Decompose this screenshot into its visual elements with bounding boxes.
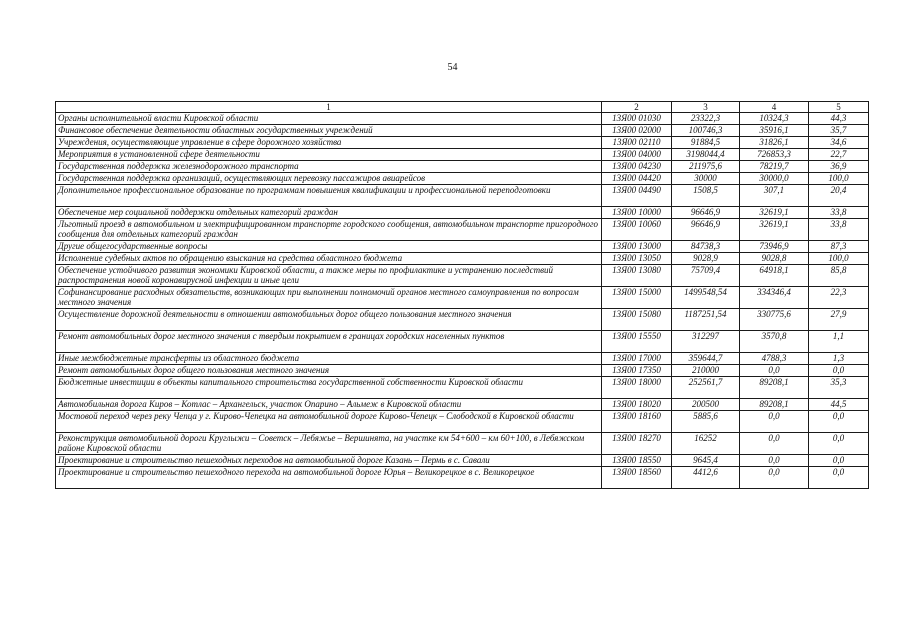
row-code: 13Я00 13000 <box>602 241 672 253</box>
row-code: 13Я00 18550 <box>602 455 672 467</box>
table-row <box>56 411 869 433</box>
row-col4: 3570,8 <box>740 331 809 353</box>
row-col4: 32619,1 <box>740 207 809 219</box>
row-col5: 1,1 <box>809 331 869 353</box>
row-name: Органы исполнительной власти Кировской области <box>56 113 602 125</box>
row-name: Мероприятия в установленной сфере деятельности <box>56 149 602 161</box>
row-col5: 33,8 <box>809 219 869 241</box>
row-col3: 1187251,54 <box>672 309 740 331</box>
row-col3: 1499548,54 <box>672 287 740 309</box>
row-code: 13Я00 15000 <box>602 287 672 309</box>
row-col5: 0,0 <box>809 411 869 433</box>
row-name: Реконструкция автомобильной дороги Круглыжи – Советск – Лебяжье – Вершинята, на участке км 54+600 – км 60+100, в Лебяжском районе Кировской области <box>56 433 602 455</box>
table-row <box>56 455 869 467</box>
row-name: Обеспечение устойчивого развития экономики Кировской области, а также меры по профилактике и устранению последствий распространения новой коронавирусной инфекции и иные цели <box>56 265 602 287</box>
row-col5: 0,0 <box>809 433 869 455</box>
table-row <box>56 365 869 377</box>
header-col-3: 3 <box>672 102 740 113</box>
row-col4: 35916,1 <box>740 125 809 137</box>
row-code: 13Я00 01030 <box>602 113 672 125</box>
row-col5: 1,3 <box>809 353 869 365</box>
row-col5: 0,0 <box>809 365 869 377</box>
row-col3: 16252 <box>672 433 740 455</box>
row-name: Государственная поддержка организаций, осуществляющих перевозку пассажиров авиарейсов <box>56 173 602 185</box>
table-row <box>56 353 869 365</box>
table-row <box>56 287 869 309</box>
row-col4: 31826,1 <box>740 137 809 149</box>
row-col5: 33,8 <box>809 207 869 219</box>
row-name: Бюджетные инвестиции в объекты капитального строительства государственной собственности Кировской области <box>56 377 602 399</box>
table-row <box>56 467 869 489</box>
row-col4: 73946,9 <box>740 241 809 253</box>
table-row <box>56 309 869 331</box>
row-code: 13Я00 04230 <box>602 161 672 173</box>
table-row <box>56 149 869 161</box>
header-col-1: 1 <box>56 102 602 113</box>
header-row <box>56 102 869 113</box>
row-col3: 1508,5 <box>672 185 740 207</box>
table-row <box>56 185 869 207</box>
row-name: Учреждения, осуществляющие управление в сфере дорожного хозяйства <box>56 137 602 149</box>
row-col3: 96646,9 <box>672 207 740 219</box>
row-col4: 10324,3 <box>740 113 809 125</box>
table-row <box>56 125 869 137</box>
row-code: 13Я00 15550 <box>602 331 672 353</box>
row-code: 13Я00 15080 <box>602 309 672 331</box>
table-row <box>56 173 869 185</box>
row-col5: 100,0 <box>809 173 869 185</box>
row-name: Ремонт автомобильных дорог общего пользования местного значения <box>56 365 602 377</box>
row-col4: 330775,6 <box>740 309 809 331</box>
row-col4: 0,0 <box>740 467 809 489</box>
table-row <box>56 137 869 149</box>
row-col4: 334346,4 <box>740 287 809 309</box>
row-name: Проектирование и строительство пешеходного перехода на автомобильной дороге Юрья – Великорецкое в с. Великорецкое <box>56 467 602 489</box>
row-col4: 32619,1 <box>740 219 809 241</box>
row-col3: 91884,5 <box>672 137 740 149</box>
row-name: Автомобильная дорога Киров – Котлас – Архангельск, участок Опарино – Альмеж в Кировской области <box>56 399 602 411</box>
row-name: Софинансирование расходных обязательств, возникающих при выполнении полномочий органов местного самоуправления по вопросам местного значения <box>56 287 602 309</box>
row-col3: 96646,9 <box>672 219 740 241</box>
table-row <box>56 207 869 219</box>
row-name: Дополнительное профессиональное образование по программам повышения квалификации и профессиональной переподготовки <box>56 185 602 207</box>
row-col5: 44,5 <box>809 399 869 411</box>
row-col5: 0,0 <box>809 467 869 489</box>
row-col5: 44,3 <box>809 113 869 125</box>
row-col3: 200500 <box>672 399 740 411</box>
row-col3: 9028,9 <box>672 253 740 265</box>
row-code: 13Я00 17000 <box>602 353 672 365</box>
row-col5: 35,3 <box>809 377 869 399</box>
row-col3: 5885,6 <box>672 411 740 433</box>
row-col5: 27,9 <box>809 309 869 331</box>
row-col4: 78219,7 <box>740 161 809 173</box>
row-name: Осуществление дорожной деятельности в отношении автомобильных дорог общего пользования местного значения <box>56 309 602 331</box>
row-code: 13Я00 02000 <box>602 125 672 137</box>
table-row <box>56 253 869 265</box>
row-col3: 75709,4 <box>672 265 740 287</box>
row-code: 13Я00 10060 <box>602 219 672 241</box>
row-col4: 0,0 <box>740 433 809 455</box>
row-code: 13Я00 18560 <box>602 467 672 489</box>
table-row <box>56 219 869 241</box>
table-row <box>56 377 869 399</box>
row-code: 13Я00 18000 <box>602 377 672 399</box>
row-col3: 4412,6 <box>672 467 740 489</box>
row-name: Льготный проезд в автомобильном и электрифицированном транспорте городского сообщения, автомобильном транспорте пригородного сообщения для отдельных категорий граждан <box>56 219 602 241</box>
row-col5: 36,9 <box>809 161 869 173</box>
row-col4: 726853,3 <box>740 149 809 161</box>
row-col5: 0,0 <box>809 455 869 467</box>
row-col5: 22,7 <box>809 149 869 161</box>
row-col4: 89208,1 <box>740 377 809 399</box>
header-col-4: 4 <box>740 102 809 113</box>
row-code: 13Я00 04420 <box>602 173 672 185</box>
row-col4: 4788,3 <box>740 353 809 365</box>
row-col3: 9645,4 <box>672 455 740 467</box>
page-number: 54 <box>447 62 458 73</box>
row-col3: 252561,7 <box>672 377 740 399</box>
row-name: Другие общегосударственные вопросы <box>56 241 602 253</box>
row-col3: 359644,7 <box>672 353 740 365</box>
row-col5: 100,0 <box>809 253 869 265</box>
row-col3: 30000 <box>672 173 740 185</box>
row-name: Проектирование и строительство пешеходных переходов на автомобильной дороге Казань – Пермь в с. Савали <box>56 455 602 467</box>
row-col3: 312297 <box>672 331 740 353</box>
row-name: Иные межбюджетные трансферты из областного бюджета <box>56 353 602 365</box>
table-row <box>56 433 869 455</box>
row-col5: 35,7 <box>809 125 869 137</box>
row-code: 13Я00 18270 <box>602 433 672 455</box>
row-code: 13Я00 02110 <box>602 137 672 149</box>
row-col4: 0,0 <box>740 411 809 433</box>
row-code: 13Я00 18160 <box>602 411 672 433</box>
row-code: 13Я00 04490 <box>602 185 672 207</box>
table-row <box>56 331 869 353</box>
table-row <box>56 399 869 411</box>
row-col4: 0,0 <box>740 365 809 377</box>
table-row <box>56 113 869 125</box>
row-col3: 210000 <box>672 365 740 377</box>
row-code: 13Я00 10000 <box>602 207 672 219</box>
row-name: Обеспечение мер социальной поддержки отдельных категорий граждан <box>56 207 602 219</box>
budget-table <box>55 101 869 489</box>
row-name: Финансовое обеспечение деятельности областных государственных учреждений <box>56 125 602 137</box>
row-name: Ремонт автомобильных дорог местного значения с твердым покрытием в границах городских населенных пунктов <box>56 331 602 353</box>
header-col-5: 5 <box>809 102 869 113</box>
row-col4: 89208,1 <box>740 399 809 411</box>
row-col3: 3198044,4 <box>672 149 740 161</box>
row-col5: 87,3 <box>809 241 869 253</box>
row-col3: 100746,3 <box>672 125 740 137</box>
row-col3: 84738,3 <box>672 241 740 253</box>
row-col5: 34,6 <box>809 137 869 149</box>
table-row <box>56 161 869 173</box>
row-col4: 9028,8 <box>740 253 809 265</box>
row-name: Исполнение судебных актов по обращению взыскания на средства областного бюджета <box>56 253 602 265</box>
row-col5: 20,4 <box>809 185 869 207</box>
table-row <box>56 241 869 253</box>
row-code: 13Я00 17350 <box>602 365 672 377</box>
row-col4: 0,0 <box>740 455 809 467</box>
row-col3: 23322,3 <box>672 113 740 125</box>
row-col5: 22,3 <box>809 287 869 309</box>
row-name: Государственная поддержка железнодорожного транспорта <box>56 161 602 173</box>
header-col-2: 2 <box>602 102 672 113</box>
row-col5: 85,8 <box>809 265 869 287</box>
row-name: Мостовой переход через реку Чепца у г. Кирово-Чепецка на автомобильной дороге Кирово-Чепецк – Слободской в Кировской области <box>56 411 602 433</box>
row-col3: 211975,6 <box>672 161 740 173</box>
row-code: 13Я00 13080 <box>602 265 672 287</box>
row-code: 13Я00 04000 <box>602 149 672 161</box>
row-col4: 64918,1 <box>740 265 809 287</box>
row-code: 13Я00 18020 <box>602 399 672 411</box>
table-row <box>56 265 869 287</box>
row-col4: 307,1 <box>740 185 809 207</box>
row-col4: 30000,0 <box>740 173 809 185</box>
row-code: 13Я00 13050 <box>602 253 672 265</box>
